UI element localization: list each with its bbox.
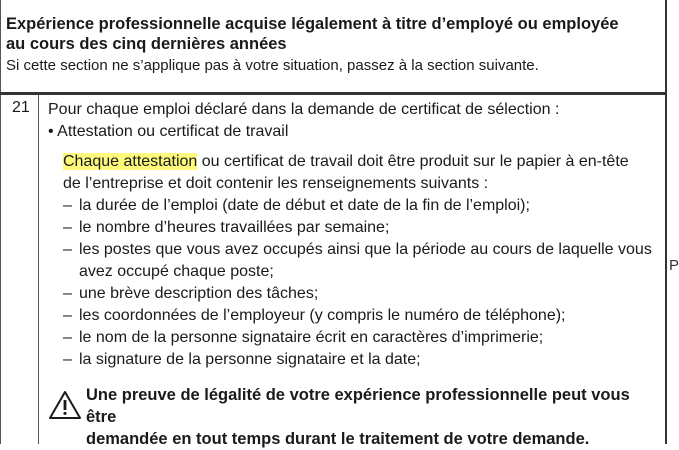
- item-number: 21: [12, 99, 30, 116]
- dash-marker: –: [63, 197, 72, 214]
- list-item: [63, 195, 660, 217]
- attestation-text-line2: de l’entreprise et doit contenir les renseignements suivants :: [63, 175, 489, 192]
- section-title-line2: au cours des cinq dernières années: [6, 35, 287, 53]
- section-title-line1: Expérience professionnelle acquise légalement à titre d’employé ou employée: [6, 15, 619, 33]
- warning-notice: [48, 384, 660, 450]
- dash-marker: –: [63, 285, 72, 302]
- list-item-text: la signature de la personne signataire et la date;: [79, 351, 421, 368]
- right-border: [665, 0, 667, 444]
- warning-triangle-icon: [48, 390, 82, 420]
- list-item: [63, 349, 660, 371]
- list-item-text: le nom de la personne signataire écrit en caractères d’imprimerie;: [79, 329, 544, 346]
- dash-marker: –: [63, 307, 72, 324]
- list-item-text: les postes que vous avez occupés ainsi que la période au cours de laquelle vous avez occupé chaque poste;: [79, 241, 652, 280]
- list-item-text: la durée de l’emploi (date de début et date de la fin de l’emploi);: [79, 197, 530, 214]
- attestation-text-line1: [63, 151, 660, 173]
- dash-marker: –: [63, 351, 72, 368]
- section-header: [6, 14, 656, 76]
- item-intro: Pour chaque emploi déclaré dans la demande de certificat de sélection :: [48, 101, 560, 118]
- dash-marker: –: [63, 329, 72, 346]
- warning-line2: demandée en tout temps durant le traitement de votre demande.: [86, 430, 590, 448]
- dash-marker: –: [63, 241, 72, 258]
- list-item: [63, 239, 660, 283]
- item-content: [48, 99, 660, 371]
- list-item: [63, 327, 660, 349]
- section-title: [6, 14, 656, 54]
- dash-marker: –: [63, 219, 72, 236]
- section-divider: [0, 92, 665, 95]
- left-border: [0, 0, 1, 444]
- highlighted-text: Chaque attestation: [63, 153, 198, 170]
- list-item-text: une brève description des tâches;: [79, 285, 319, 302]
- warning-line1: Une preuve de légalité de votre expérience professionnelle peut vous être: [86, 386, 630, 426]
- list-item-text: les coordonnées de l’employeur (y compris le numéro de téléphone);: [79, 307, 566, 324]
- warning-text: [86, 384, 660, 450]
- attestation-block: [63, 151, 660, 371]
- list-item: [63, 217, 660, 239]
- number-column-divider: [38, 95, 39, 444]
- requirements-list: [63, 195, 660, 371]
- list-item: [63, 305, 660, 327]
- section-note: Si cette section ne s’applique pas à votre situation, passez à la section suivante.: [6, 57, 539, 74]
- list-item-text: le nombre d’heures travaillées par semaine;: [79, 219, 390, 236]
- side-column-letter: P: [669, 257, 679, 274]
- list-item: [63, 283, 660, 305]
- item-bullet: • Attestation ou certificat de travail: [48, 123, 289, 140]
- attestation-text-rest: ou certificat de travail doit être produit sur le papier à en-tête: [197, 153, 629, 170]
